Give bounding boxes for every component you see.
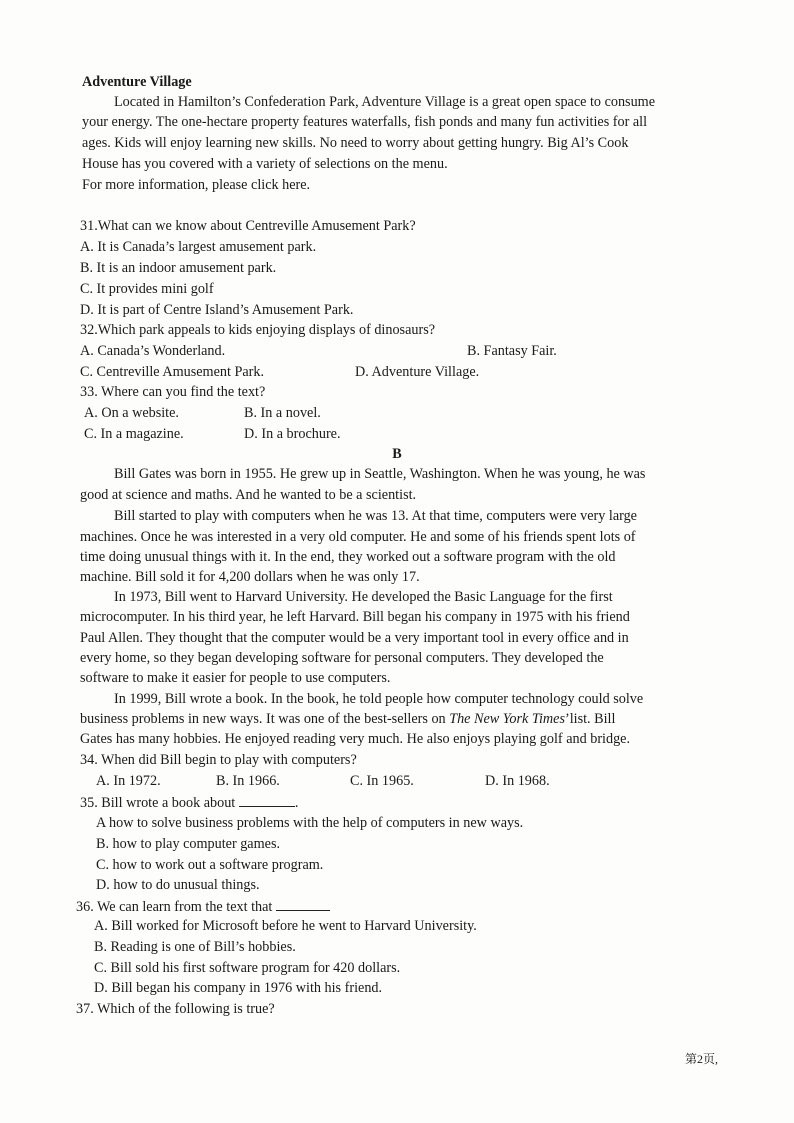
q36-option-c: C. Bill sold his first software program for 420 dollars. [94,960,401,976]
passage-b-line: Gates has many hobbies. He enjoyed reading very much. He also enjoys playing golf and bridge. [80,731,631,747]
q36-option-d: D. Bill began his company in 1976 with his friend. [94,980,383,996]
passage-b-line [80,709,615,729]
paragraph-line: Located in Hamilton’s Confederation Park, Adventure Village is a great open space to consume [114,94,656,110]
page-number: 第2页, [684,1052,718,1066]
q36-option-a: A. Bill worked for Microsoft before he went to Harvard University. [94,918,477,934]
question-37-stem: 37. Which of the following is true? [76,1001,275,1017]
passage-b-line: time doing unusual things with it. In the end, they worked out a software program with the old [80,549,616,565]
passage-b-line: In 1999, Bill wrote a book. In the book, he told people how computer technology could solve [114,691,644,707]
section-b-heading: B [392,446,402,462]
q31-option-c: C. It provides mini golf [80,281,214,297]
q31-option-a: A. It is Canada’s largest amusement park. [80,239,317,255]
passage-b-text: ’list. Bill [564,711,616,727]
passage-b-line: machine. Bill sold it for 4,200 dollars when he was only 17. [80,569,420,585]
passage-b-line: machines. Once he was interested in a very old computer. He and some of his friends spent lots of [80,529,636,545]
q34-option-b: B. In 1966. [216,773,280,789]
passage-b-line: Paul Allen. They thought that the computer would be a very important tool in every office and in [80,630,629,646]
q35-option-d: D. how to do unusual things. [96,877,260,893]
q34-option-d: D. In 1968. [485,773,550,789]
passage-b-text: business problems in new ways. It was one of the best-sellers on [80,711,446,727]
passage-b-line: In 1973, Bill went to Harvard University. He developed the Basic Language for the first [114,589,613,605]
paragraph-line: your energy. The one-hectare property features waterfalls, fish ponds and many fun activities for all [82,114,648,130]
passage-b-line: Bill started to play with computers when he was 13. At that time, computers were very large [114,508,637,524]
answer-blank[interactable] [239,792,295,807]
q33-option-c: C. In a magazine. [84,426,184,442]
q31-option-d: D. It is part of Centre Island’s Amusement Park. [80,302,354,318]
q32-option-b: B. Fantasy Fair. [467,343,557,359]
q31-option-b: B. It is an indoor amusement park. [80,260,277,276]
answer-blank[interactable] [276,896,330,911]
passage-b-line: good at science and maths. And he wanted to be a scientist. [80,487,417,503]
passage-b-line: every home, so they began developing software for personal computers. They developed the [80,650,604,666]
q32-option-c: C. Centreville Amusement Park. [80,364,265,380]
question-35-stem [80,792,298,813]
q36-stem-text: 36. We can learn from the text that [76,899,273,915]
question-31-stem: 31.What can we know about Centreville Amusement Park? [80,218,416,234]
q32-option-d: D. Adventure Village. [355,364,480,380]
q34-option-c: C. In 1965. [350,773,414,789]
passage-b-line: Bill Gates was born in 1955. He grew up in Seattle, Washington. When he was young, he was [114,466,646,482]
q35-option-b: B. how to play computer games. [96,836,281,852]
question-34-stem: 34. When did Bill begin to play with computers? [80,752,357,768]
section-title-adventure-village: Adventure Village [82,74,192,90]
question-32-stem: 32.Which park appeals to kids enjoying displays of dinosaurs? [80,322,436,338]
q33-option-a: A. On a website. [84,405,179,421]
q34-option-a: A. In 1972. [96,773,161,789]
q35-option-c: C. how to work out a software program. [96,857,324,873]
q36-option-b: B. Reading is one of Bill’s hobbies. [94,939,296,955]
newspaper-title: The New York Times [449,711,565,727]
passage-b-line: microcomputer. In his third year, he left Harvard. Bill began his company in 1975 with his friend [80,609,630,625]
q33-option-b: B. In a novel. [244,405,321,421]
q35-stem-end: . [294,795,299,811]
q33-option-d: D. In a brochure. [244,426,341,442]
passage-b-line: software to make it easier for people to use computers. [80,670,391,686]
q35-stem-text: 35. Bill wrote a book about [80,795,236,811]
question-36-stem [76,896,330,917]
question-33-stem: 33. Where can you find the text? [80,384,266,400]
paragraph-line: For more information, please click here. [82,177,311,193]
paragraph-line: House has you covered with a variety of selections on the menu. [82,156,448,172]
q32-option-a: A. Canada’s Wonderland. [80,343,226,359]
paragraph-line: ages. Kids will enjoy learning new skills. No need to worry about getting hungry. Big Al’s Cook [82,135,629,151]
q35-option-a: A how to solve business problems with the help of computers in new ways. [96,815,524,831]
